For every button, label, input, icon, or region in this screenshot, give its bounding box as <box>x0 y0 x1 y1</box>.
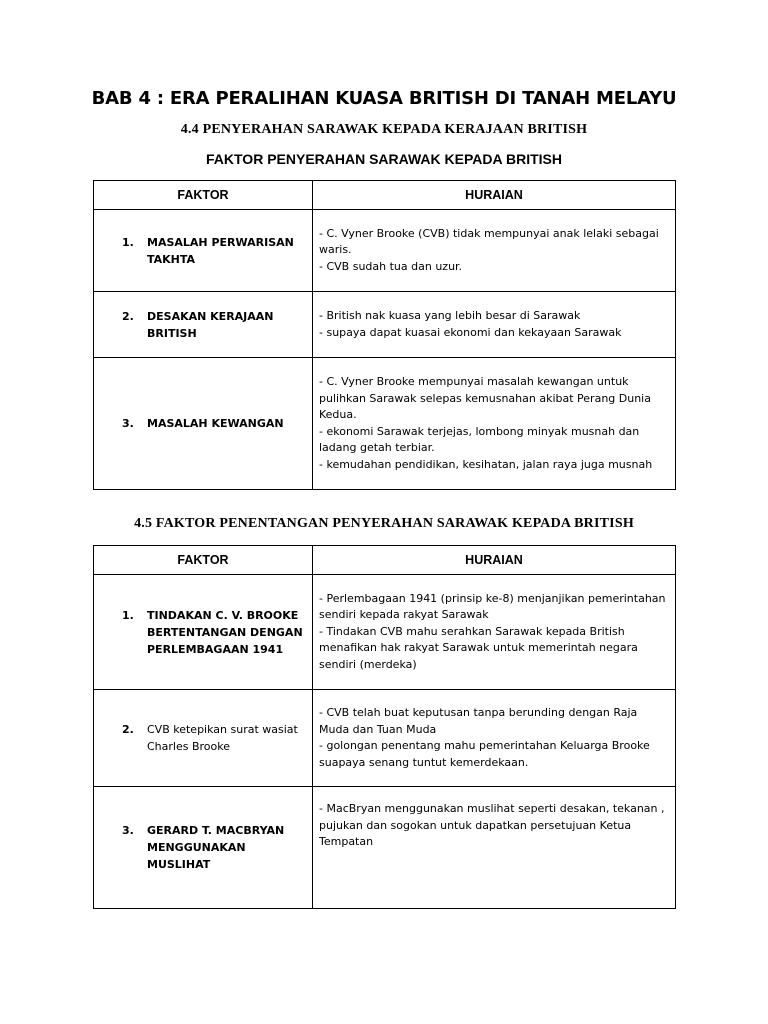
table-row <box>94 210 676 292</box>
table-row <box>94 787 676 909</box>
description-line: - MacBryan menggunakan muslihat seperti desakan, tekanan , pujukan dan sogokan untuk dapatkan persetujuan Ketua Tempatan <box>319 802 665 848</box>
header-huraian: HURAIAN <box>313 546 676 575</box>
factor-number: 1. <box>122 235 134 249</box>
description-line: - CVB telah buat keputusan tanpa berunding dengan Raja Muda dan Tuan Muda <box>319 706 638 736</box>
factor-cell <box>94 210 313 292</box>
table-header-row <box>94 181 676 210</box>
table-row <box>94 575 676 690</box>
description-cell <box>313 292 676 358</box>
description-line: - golongan penentang mahu pemerintahan Keluarga Brooke suapaya senang tuntut kemerdekaan. <box>319 739 650 769</box>
header-huraian: HURAIAN <box>313 181 676 210</box>
factor-cell <box>94 787 313 909</box>
factor-cell <box>94 575 313 690</box>
description-cell <box>313 787 676 909</box>
table-row <box>94 358 676 490</box>
description-line: - CVB sudah tua dan uzur. <box>319 259 463 273</box>
table-row <box>94 690 676 787</box>
table-header-row <box>94 546 676 575</box>
description-cell <box>313 690 676 787</box>
description-line: - British nak kuasa yang lebih besar di Sarawak <box>319 309 581 322</box>
section-44-table <box>93 180 676 490</box>
description-line: - C. Vyner Brooke mempunyai masalah kewangan untuk pulihkan Sarawak selepas kemusnahan akibat Perang Dunia Kedua. <box>319 375 651 421</box>
section-44-subheading: FAKTOR PENYERAHAN SARAWAK KEPADA BRITISH <box>206 151 562 167</box>
description-line: - kemudahan pendidikan, kesihatan, jalan raya juga musnah <box>319 457 653 471</box>
factor-label: DESAKAN KERAJAAN BRITISH <box>147 309 274 340</box>
description-cell <box>313 210 676 292</box>
description-cell <box>313 358 676 490</box>
factor-cell <box>94 358 313 490</box>
factor-number: 2. <box>122 723 134 736</box>
factor-label: CVB ketepikan surat wasiat Charles Brooke <box>147 723 298 753</box>
factor-label: GERARD T. MACBRYAN MENGGUNAKAN MUSLIHAT <box>147 824 285 871</box>
header-faktor: FAKTOR <box>94 181 313 210</box>
description-line: - Tindakan CVB mahu serahkan Sarawak kepada British menafikan hak rakyat Sarawak untuk memerintah negara sendiri (merdeka) <box>319 624 638 671</box>
section-45-title: 4.5 FAKTOR PENENTANGAN PENYERAHAN SARAWAK KEPADA BRITISH <box>134 516 634 531</box>
header-faktor: FAKTOR <box>94 546 313 575</box>
factor-cell <box>94 690 313 787</box>
section-45-table <box>93 545 676 909</box>
table-row <box>94 292 676 358</box>
description-line: - Perlembagaan 1941 (prinsip ke-8) menjanjikan pemerintahan sendiri kepada rakyat Sarawak <box>319 591 666 622</box>
description-line: - ekonomi Sarawak terjejas, lombong minyak musnah dan ladang getah terbiar. <box>319 424 640 454</box>
factor-cell <box>94 292 313 358</box>
factor-number: 3. <box>122 824 134 837</box>
factor-label: TINDAKAN C. V. BROOKE BERTENTANGAN DENGAN PERLEMBAGAAN 1941 <box>147 608 303 656</box>
description-line: - C. Vyner Brooke (CVB) tidak mempunyai anak lelaki sebagai waris. <box>319 226 659 257</box>
section-44-title: 4.4 PENYERAHAN SARAWAK KEPADA KERAJAAN BRITISH <box>180 122 588 137</box>
factor-number: 1. <box>122 608 134 622</box>
chapter-title: BAB 4 : ERA PERALIHAN KUASA BRITISH DI TANAH MELAYU <box>91 88 677 109</box>
factor-label: MASALAH PERWARISAN TAKHTA <box>147 235 294 266</box>
description-cell <box>313 575 676 690</box>
factor-label: MASALAH KEWANGAN <box>147 417 284 430</box>
description-line: - supaya dapat kuasai ekonomi dan kekayaan Sarawak <box>319 325 622 339</box>
factor-number: 3. <box>122 417 134 430</box>
factor-number: 2. <box>122 309 134 323</box>
